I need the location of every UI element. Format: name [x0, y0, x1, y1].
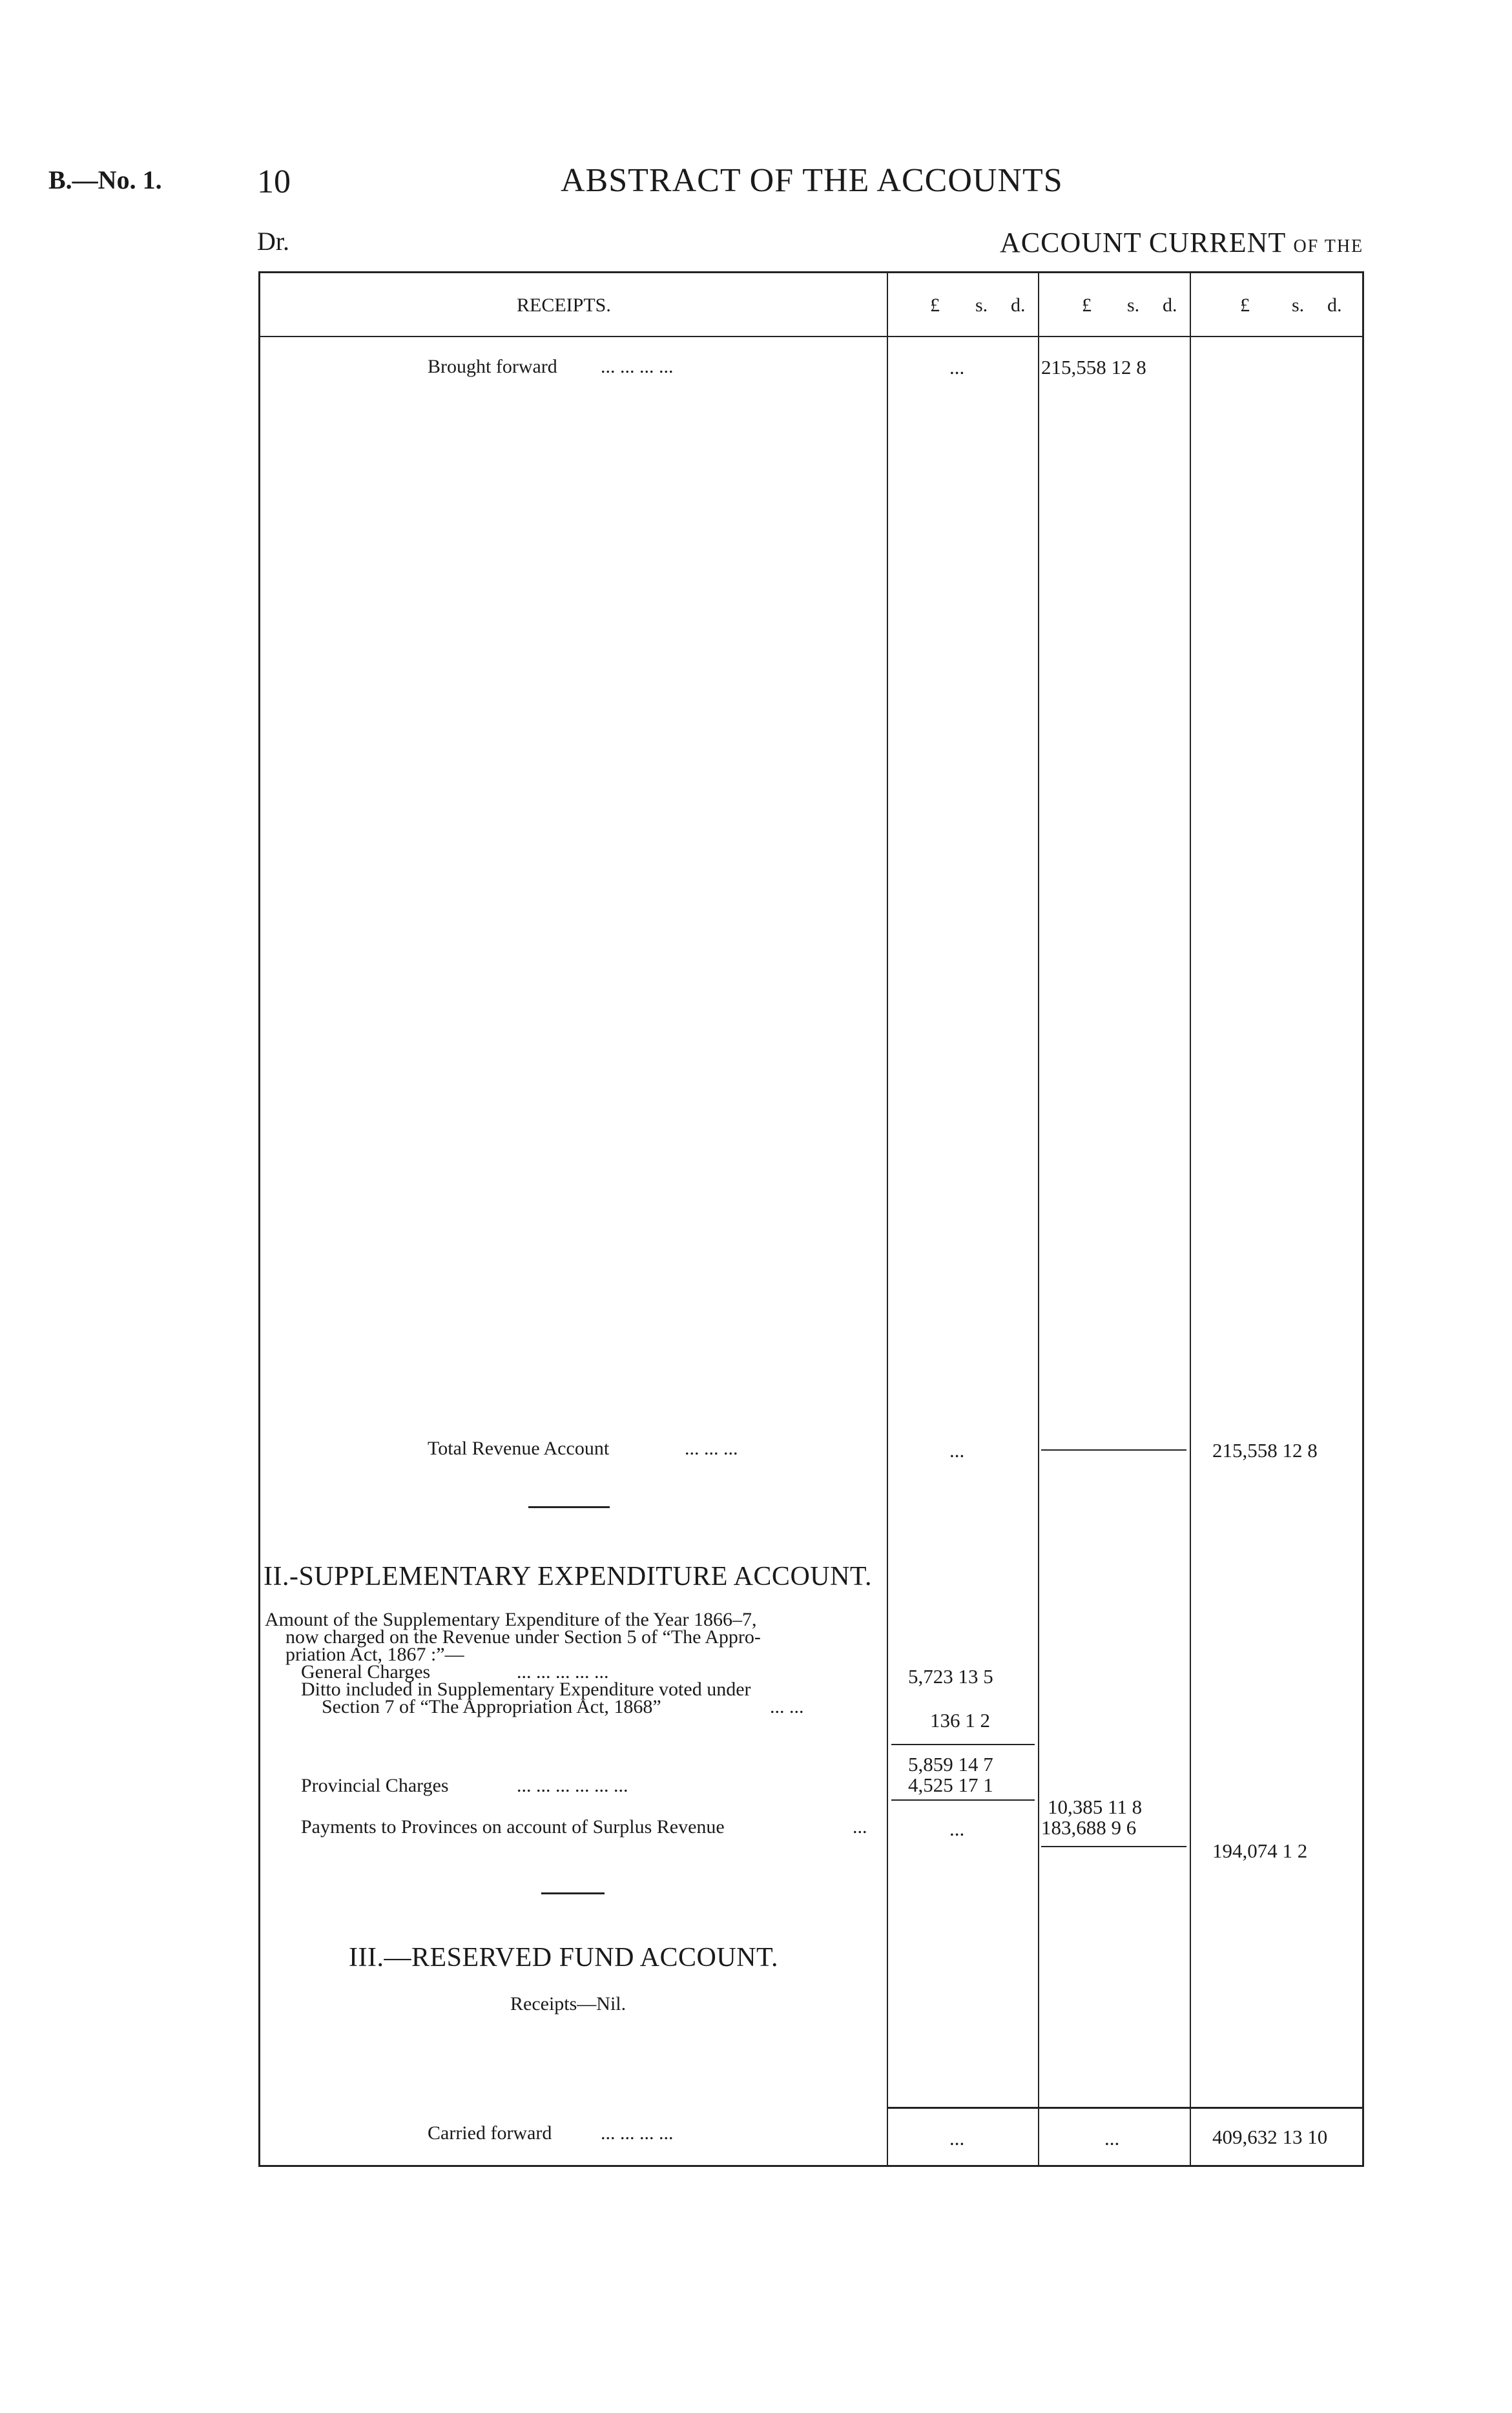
general-charges-col1: 5,723 13 5 [908, 1665, 993, 1688]
debit-label: Dr. [257, 227, 289, 256]
payments-rule [1041, 1846, 1186, 1847]
subtotal-col1: 5,859 14 7 [908, 1753, 993, 1776]
total-revenue-label: Total Revenue Account [428, 1438, 610, 1459]
col1-pound-header: £ [930, 295, 940, 316]
payments-col2: 183,688 9 6 [1041, 1816, 1137, 1839]
subtotal-rule [891, 1744, 1035, 1745]
amount-line-2: now charged on the Revenue under Section 5 of “The Appro- [285, 1626, 761, 1648]
section-3-title: III.—RESERVED FUND ACCOUNT. [349, 1943, 779, 1973]
receipts-header: RECEIPTS. [517, 295, 611, 316]
ditto-col1: 136 1 2 [930, 1709, 990, 1732]
col3-pound-header: £ [1240, 295, 1250, 316]
provincial-charges-col2: 10,385 11 8 [1048, 1796, 1143, 1818]
section-separator-1 [528, 1506, 610, 1508]
col3-pence-header: d. [1327, 295, 1342, 316]
ditto-line-1: Ditto included in Supplementary Expenditure voted under [301, 1679, 751, 1700]
ditto-line-2: Section 7 of “The Appropriation Act, 1868” [322, 1696, 661, 1717]
carried-forward-rule [888, 2107, 1362, 2109]
col2-pound-header: £ [1082, 295, 1092, 316]
page-number: 10 [257, 163, 291, 200]
total-revenue-col2-rule [1041, 1449, 1186, 1451]
total-revenue-col1: ... [949, 1439, 965, 1462]
payments-col1: ... [949, 1818, 965, 1840]
provincial-charges-dots: ... ... ... ... ... ... [517, 1775, 628, 1796]
section-2-title: II.-SUPPLEMENTARY EXPENDITURE ACCOUNT. [264, 1562, 872, 1591]
col1-pence-header: d. [1011, 295, 1026, 316]
col2-pence-header: d. [1163, 295, 1177, 316]
ditto-dots: ... ... [770, 1696, 804, 1717]
col2-shilling-header: s. [1127, 295, 1140, 316]
carried-forward-dots: ... ... ... ... [601, 2122, 674, 2144]
col3-shilling-header: s. [1292, 295, 1305, 316]
table-top-border [258, 271, 1364, 273]
carried-forward-col1: ... [949, 2127, 965, 2149]
general-charges-dots: ... ... ... ... ... [517, 1661, 609, 1683]
table-left-border [258, 271, 260, 2167]
col1-shilling-header: s. [975, 295, 988, 316]
payments-label: Payments to Provinces on account of Surplus Revenue [301, 1816, 725, 1838]
ledger-table [258, 271, 1364, 2167]
table-right-border [1362, 271, 1364, 2167]
brought-forward-col1: ... [949, 356, 965, 378]
payments-col3: 194,074 1 2 [1212, 1839, 1308, 1862]
column-divider-2 [1038, 271, 1039, 2167]
provincial-rule [891, 1799, 1035, 1801]
payments-dots: ... [853, 1816, 867, 1838]
amount-line-3: priation Act, 1867 :”— [285, 1644, 464, 1665]
carried-forward-label: Carried forward [428, 2122, 552, 2144]
brought-forward-col2: 215,558 12 8 [1041, 356, 1146, 378]
provincial-charges-label: Provincial Charges [301, 1775, 449, 1796]
brought-forward-dots: ... ... ... ... [601, 356, 674, 377]
table-bottom-border [258, 2165, 1364, 2167]
brought-forward-label: Brought forward [428, 356, 557, 377]
header-rule [258, 336, 1364, 337]
column-divider-3 [1190, 271, 1191, 2167]
amount-line-1: Amount of the Supplementary Expenditure of the Year 1866–7, [265, 1609, 757, 1630]
page-title: ABSTRACT OF THE ACCOUNTS [561, 162, 1063, 199]
general-charges-label: General Charges [301, 1661, 431, 1683]
receipts-nil: Receipts—Nil. [510, 1993, 627, 2014]
total-revenue-dots: ... ... ... [685, 1438, 738, 1459]
account-current-heading [1000, 226, 1363, 259]
account-current-text: ACCOUNT CURRENT [1000, 227, 1286, 258]
document-reference: B.—No. 1. [48, 165, 162, 194]
section-separator-2 [541, 1892, 605, 1894]
carried-forward-col3: 409,632 13 10 [1212, 2126, 1328, 2148]
column-divider-1 [887, 271, 888, 2167]
total-revenue-col3: 215,558 12 8 [1212, 1439, 1318, 1462]
carried-forward-col2: ... [1104, 2127, 1120, 2149]
account-current-suffix: OF THE [1293, 236, 1364, 256]
provincial-charges-col1: 4,525 17 1 [908, 1774, 993, 1796]
